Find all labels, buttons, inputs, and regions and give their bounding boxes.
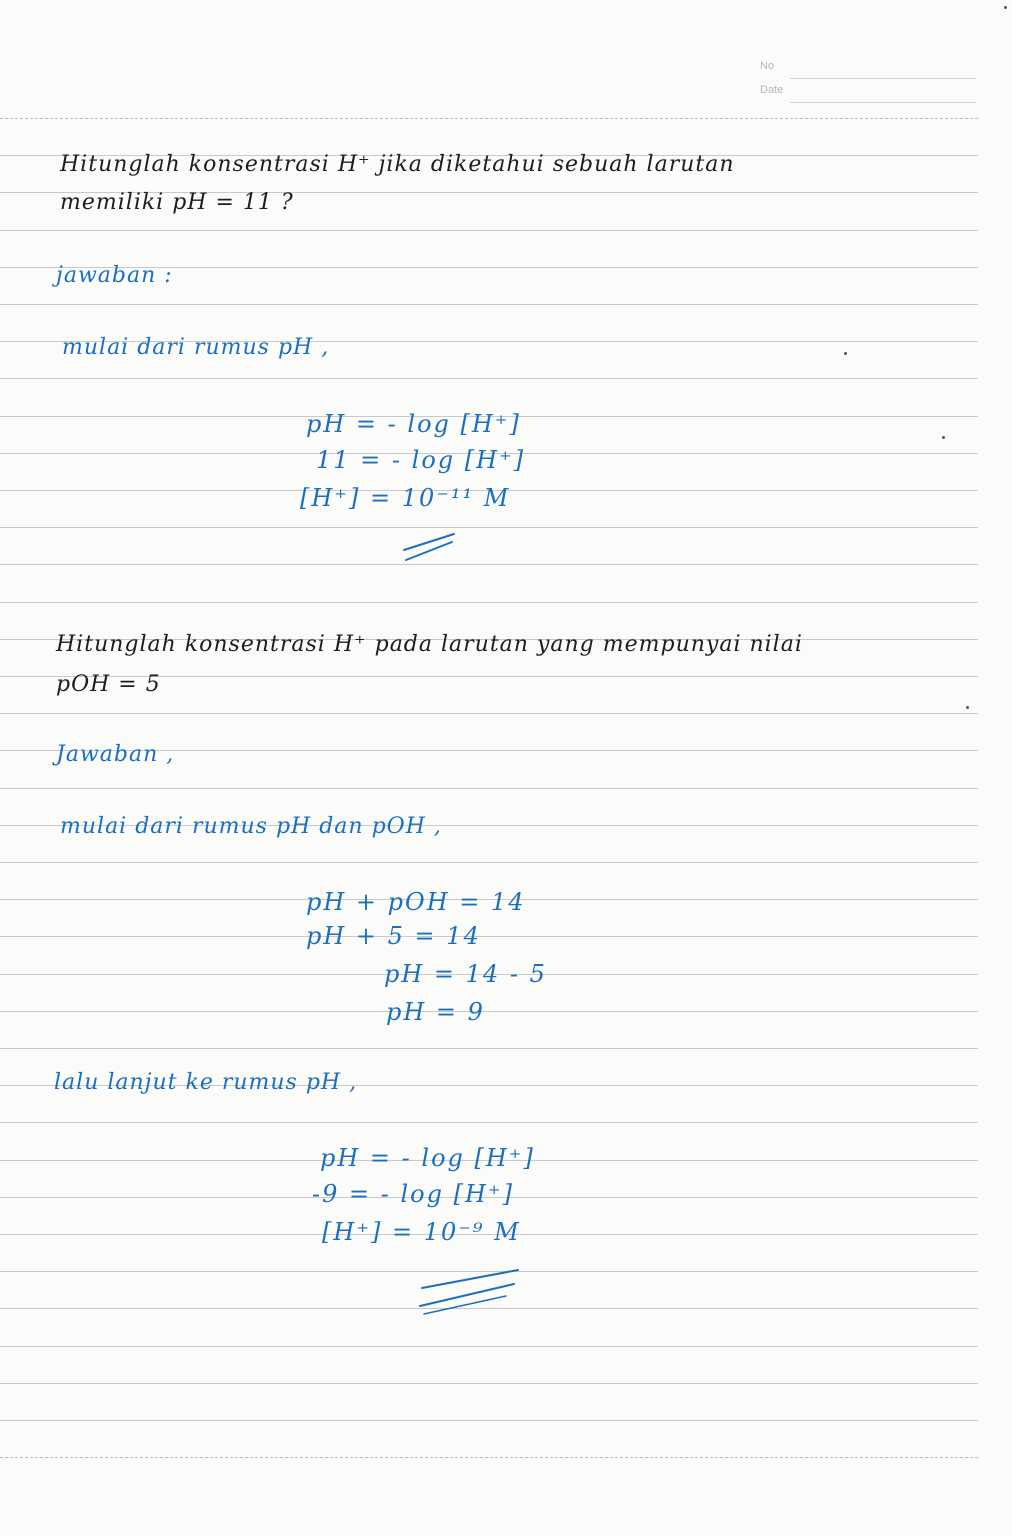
problem2-final-step3: [H⁺] = 10⁻⁹ M [322, 1218, 521, 1246]
problem2-continue: lalu lanjut ke rumus pH , [54, 1070, 358, 1095]
ruled-line [0, 564, 978, 565]
problem1-intro: mulai dari rumus pH , [62, 335, 330, 360]
ruled-line [0, 1011, 978, 1012]
ruled-line [0, 1420, 978, 1421]
problem2-answer-heading: Jawaban , [56, 742, 175, 767]
problem2-step2: pH + 5 = 14 [306, 922, 481, 950]
ruled-line [0, 602, 978, 603]
problem2-final-step2: -9 = - log [H⁺] [312, 1180, 514, 1208]
ruled-line [0, 118, 978, 119]
ruled-line [0, 1048, 978, 1049]
ruled-line [0, 230, 978, 231]
problem1-question-line1: Hitunglah konsentrasi H⁺ jika diketahui sebuah larutan [60, 152, 735, 177]
paper-speck [844, 352, 847, 355]
problem2-final-underline [414, 1266, 524, 1316]
problem1-step1: pH = - log [H⁺] [306, 410, 521, 438]
ruled-line [0, 862, 978, 863]
problem1-answer-heading: jawaban : [56, 263, 173, 288]
ruled-line [0, 788, 978, 789]
no-line [790, 78, 976, 79]
problem1-question-line2: memiliki pH = 11 ? [60, 190, 294, 215]
ruled-line [0, 304, 978, 305]
problem2-final-step1: pH = - log [H⁺] [320, 1144, 535, 1172]
problem2-step1: pH + pOH = 14 [306, 888, 526, 916]
paper-speck [1004, 6, 1007, 9]
problem1-step2: 11 = - log [H⁺] [316, 446, 526, 474]
ruled-line [0, 1346, 978, 1347]
date-label: Date [760, 84, 784, 96]
problem1-step3: [H⁺] = 10⁻¹¹ M [300, 484, 511, 512]
ruled-line [0, 527, 978, 528]
ruled-line [0, 1383, 978, 1384]
ruled-line [0, 936, 978, 937]
paper-speck [942, 436, 945, 439]
ruled-line [0, 1122, 978, 1123]
ruled-line [0, 1457, 978, 1458]
problem2-question-line1: Hitunglah konsentrasi H⁺ pada larutan yang mempunyai nilai [56, 632, 803, 657]
problem2-step3: pH = 14 - 5 [384, 960, 547, 988]
problem2-step4: pH = 9 [386, 998, 485, 1026]
problem2-intro: mulai dari rumus pH dan pOH , [60, 814, 442, 839]
problem2-question-line2: pOH = 5 [56, 672, 161, 697]
paper-speck [966, 706, 969, 709]
no-label: No [760, 60, 775, 72]
problem1-final-underline [400, 528, 460, 564]
ruled-line [0, 378, 978, 379]
ruled-line [0, 713, 978, 714]
date-line [790, 102, 976, 103]
